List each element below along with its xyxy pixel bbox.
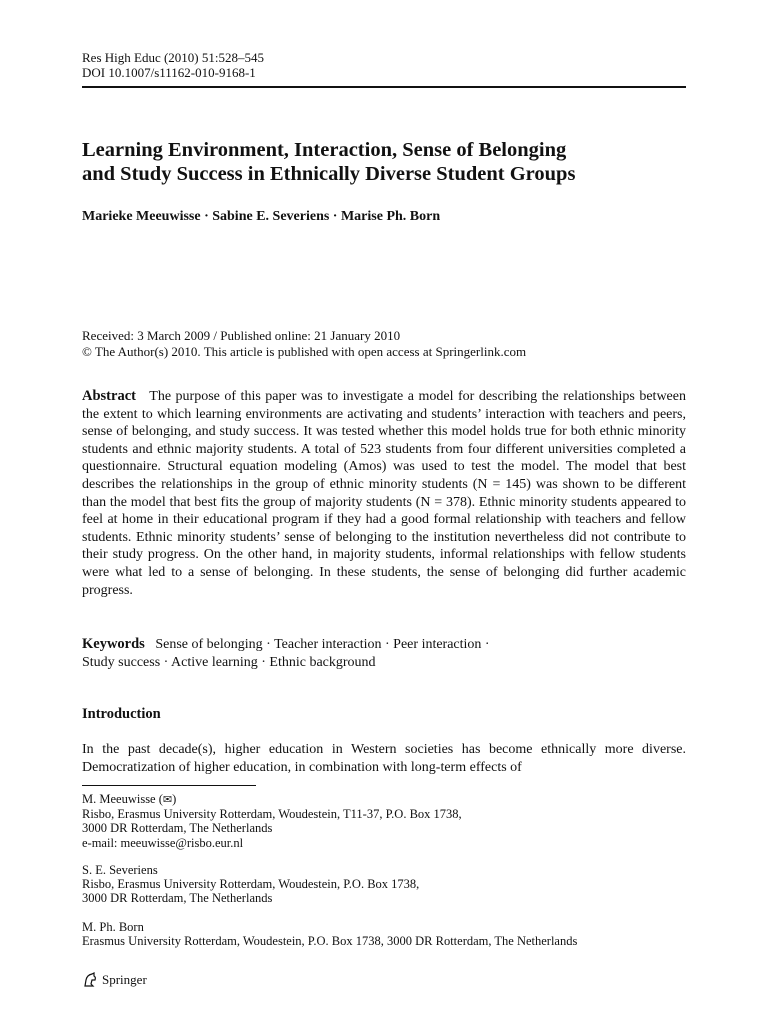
article-title xyxy=(82,138,686,186)
abstract-heading: Abstract xyxy=(82,388,136,404)
footnote-rule xyxy=(82,785,256,786)
introduction-paragraph: In the past decade(s), higher education in Western societies has become ethnically more diverse. Democratization of higher education, in combination with long-term effects of xyxy=(82,742,686,775)
abstract xyxy=(82,388,686,599)
received-published: Received: 3 March 2009 / Published online: 21 January 2010 xyxy=(82,328,401,343)
keywords-line-2: Study success · Active learning · Ethnic background xyxy=(82,655,376,670)
footnote-author-3 xyxy=(82,920,686,948)
author-list: Marieke Meeuwisse · Sabine E. Severiens · Marise Ph. Born xyxy=(82,209,441,224)
footnote-author-2 xyxy=(82,863,686,906)
keywords-line-1: Sense of belonging · Teacher interaction · Peer interaction · xyxy=(155,637,490,652)
author2-name: S. E. Severiens xyxy=(82,863,158,877)
author1-city: 3000 DR Rotterdam, The Netherlands xyxy=(82,821,273,836)
author1-affiliation: Risbo, Erasmus University Rotterdam, Woudestein, T11-37, P.O. Box 1738, xyxy=(82,807,462,822)
title-line-2: and Study Success in Ethnically Diverse Student Groups xyxy=(82,163,576,185)
author1-name: M. Meeuwisse ( xyxy=(82,792,163,806)
keywords xyxy=(82,635,686,672)
envelope-icon: ✉ xyxy=(162,794,173,806)
title-line-1: Learning Environment, Interaction, Sense of Belonging xyxy=(82,139,567,161)
journal-citation: Res High Educ (2010) 51:528–545 xyxy=(82,50,264,65)
author2-affiliation: Risbo, Erasmus University Rotterdam, Woudestein, P.O. Box 1738, xyxy=(82,877,420,892)
keywords-heading: Keywords xyxy=(82,636,145,652)
header-rule xyxy=(82,86,686,88)
copyright-notice: © The Author(s) 2010. This article is published with open access at Springerlink.com xyxy=(82,343,527,359)
abstract-text: The purpose of this paper was to investigate a model for describing the relationships between the extent to which learning environments are activating and students’ interaction with teachers and peers, sense of belonging, and study success. It was tested whether this model holds true for both ethnic minority students and ethnic majority students. A total of 523 students from four different universities completed a questionnaire. Structural equation modeling (Amos) was used to test the model. The model that best describes the relationships in the group of ethnic minority students (N = 145) was shown to be different than the model that best fits the group of majority students (N = 378). Ethnic minority students appeared to feel at home in their educational program if they had a good formal relationship with teachers and fellow students. Ethnic minority students’ sense of belonging to the institution nevertheless did not contribute to their study progress. On the other hand, in majority students, informal relationships with fellow students were what led to a sense of belonging. In these students, the sense of belonging did further academic progress. xyxy=(82,389,686,598)
section-heading-introduction: Introduction xyxy=(82,706,161,722)
author3-name: M. Ph. Born xyxy=(82,920,144,934)
journal-info xyxy=(82,50,264,80)
author1-email: e-mail: meeuwisse@risbo.eur.nl xyxy=(82,835,244,850)
publisher-name: Springer xyxy=(102,972,147,987)
springer-horse-icon xyxy=(82,972,98,988)
journal-doi: DOI 10.1007/s11162-010-9168-1 xyxy=(82,65,256,80)
footnote-author-1 xyxy=(82,792,686,850)
author2-city: 3000 DR Rotterdam, The Netherlands xyxy=(82,891,273,906)
publisher-footer xyxy=(82,972,147,988)
author1-name-end: ) xyxy=(172,792,177,806)
author3-affiliation: Erasmus University Rotterdam, Woudestein, P.O. Box 1738, 3000 DR Rotterdam, The Netherlands xyxy=(82,934,578,949)
publication-dates xyxy=(82,328,526,359)
